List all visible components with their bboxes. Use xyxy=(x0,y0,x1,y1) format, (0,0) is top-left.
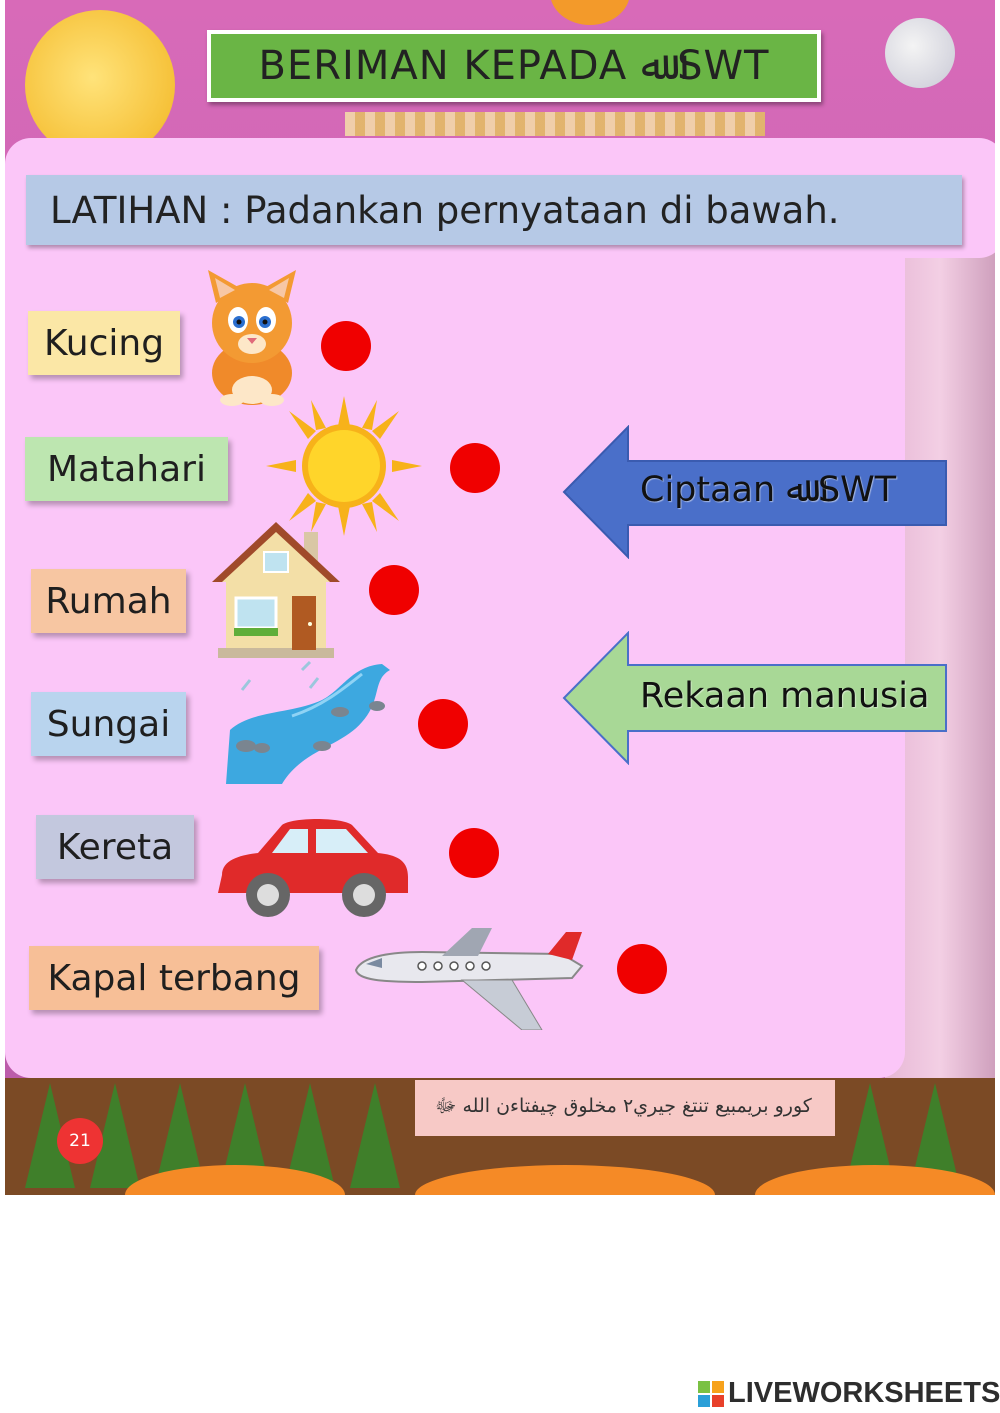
brand-text: LIVEWORKSHEETS xyxy=(728,1377,1000,1409)
label-text: Kereta xyxy=(56,826,174,868)
cat-icon xyxy=(200,268,304,408)
decor-moon xyxy=(885,18,955,88)
match-dot-matahari[interactable] xyxy=(450,443,500,493)
match-dot-sungai[interactable] xyxy=(418,699,468,749)
decor-stripe xyxy=(345,112,765,136)
label-text: Sungai xyxy=(46,703,171,745)
label-text: Rumah xyxy=(45,580,172,622)
brand-mark-icon xyxy=(698,1381,724,1407)
river-icon xyxy=(222,660,392,788)
label-matahari[interactable] xyxy=(25,437,228,501)
page-number: 21 xyxy=(57,1118,103,1164)
label-rumah[interactable] xyxy=(31,569,186,633)
brand-logo xyxy=(698,1377,1000,1410)
match-dot-kucing[interactable] xyxy=(321,321,371,371)
label-text: Kapal terbang xyxy=(47,957,301,999)
label-text: Matahari xyxy=(47,448,206,490)
airplane-icon xyxy=(352,926,584,1030)
label-text: Kucing xyxy=(43,322,165,364)
car-icon xyxy=(212,815,412,919)
label-sungai[interactable] xyxy=(31,692,186,756)
page-title: BERIMAN KEPADA ﷲ SWT xyxy=(207,30,821,102)
label-kereta[interactable] xyxy=(36,815,194,879)
match-dot-rumah[interactable] xyxy=(369,565,419,615)
sun-icon xyxy=(266,396,422,536)
label-kapal-terbang[interactable] xyxy=(29,946,319,1010)
instruction-bar: LATIHAN : Padankan pernyataan di bawah. xyxy=(26,175,962,245)
decor-balloon xyxy=(550,0,630,25)
label-kucing[interactable] xyxy=(28,311,180,375)
match-dot-kereta[interactable] xyxy=(449,828,499,878)
house-icon xyxy=(212,520,340,660)
match-dot-kapal-terbang[interactable] xyxy=(617,944,667,994)
arrow-rekaan-label: Rekaan manusia xyxy=(640,676,930,716)
footer-arabic-text: كورو بريمبيع تنتغ جيري٢ مخلوق چيفتاءن الله ﷻ xyxy=(435,1095,812,1117)
arrow-ciptaan-label: Ciptaan ﷲ SWT xyxy=(640,470,897,510)
